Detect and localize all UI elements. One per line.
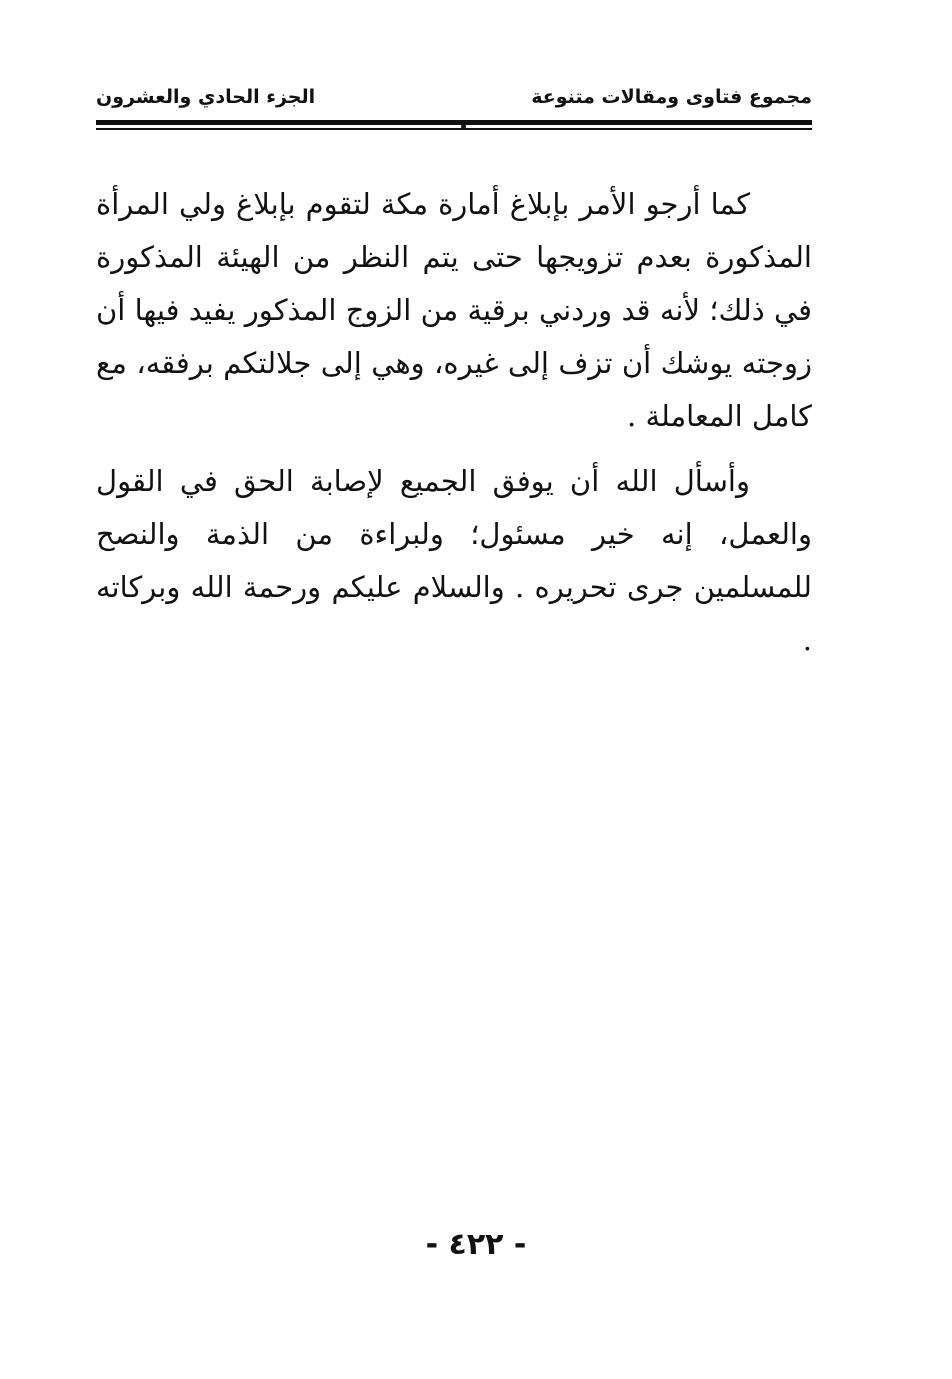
volume-title: الجزء الحادي والعشرون <box>96 86 316 108</box>
page-number: - ٤٢٢ - <box>425 1227 527 1262</box>
paragraph: وأسأل الله أن يوفق الجميع لإصابة الحق في القول والعمل، إنه خير مسئول؛ ولبراءة من الذمة والنصح للمسلمين جرى تحريره . والسلام عليكم ورحمة الله وبركاته . <box>96 464 812 657</box>
book-title: مجموع فتاوى ومقالات متنوعة <box>531 86 812 108</box>
paragraph: كما أرجو الأمر بإبلاغ أمارة مكة لتقوم بإبلاغ ولي المرأة المذكورة بعدم تزويجها حتى يتم النظر من الهيئة المذكورة في ذلك؛ لأنه قد وردني برقية من الزوج المذكور يفيد فيها أن زوجته يوشك أن تزف إلى غيره، وهي إلى جلالتكم برفقه، مع كامل المعاملة . <box>96 187 812 433</box>
header-rule-thin <box>96 128 812 130</box>
body-text <box>96 178 812 667</box>
header-rule-thick <box>96 120 812 125</box>
running-header <box>96 86 812 116</box>
